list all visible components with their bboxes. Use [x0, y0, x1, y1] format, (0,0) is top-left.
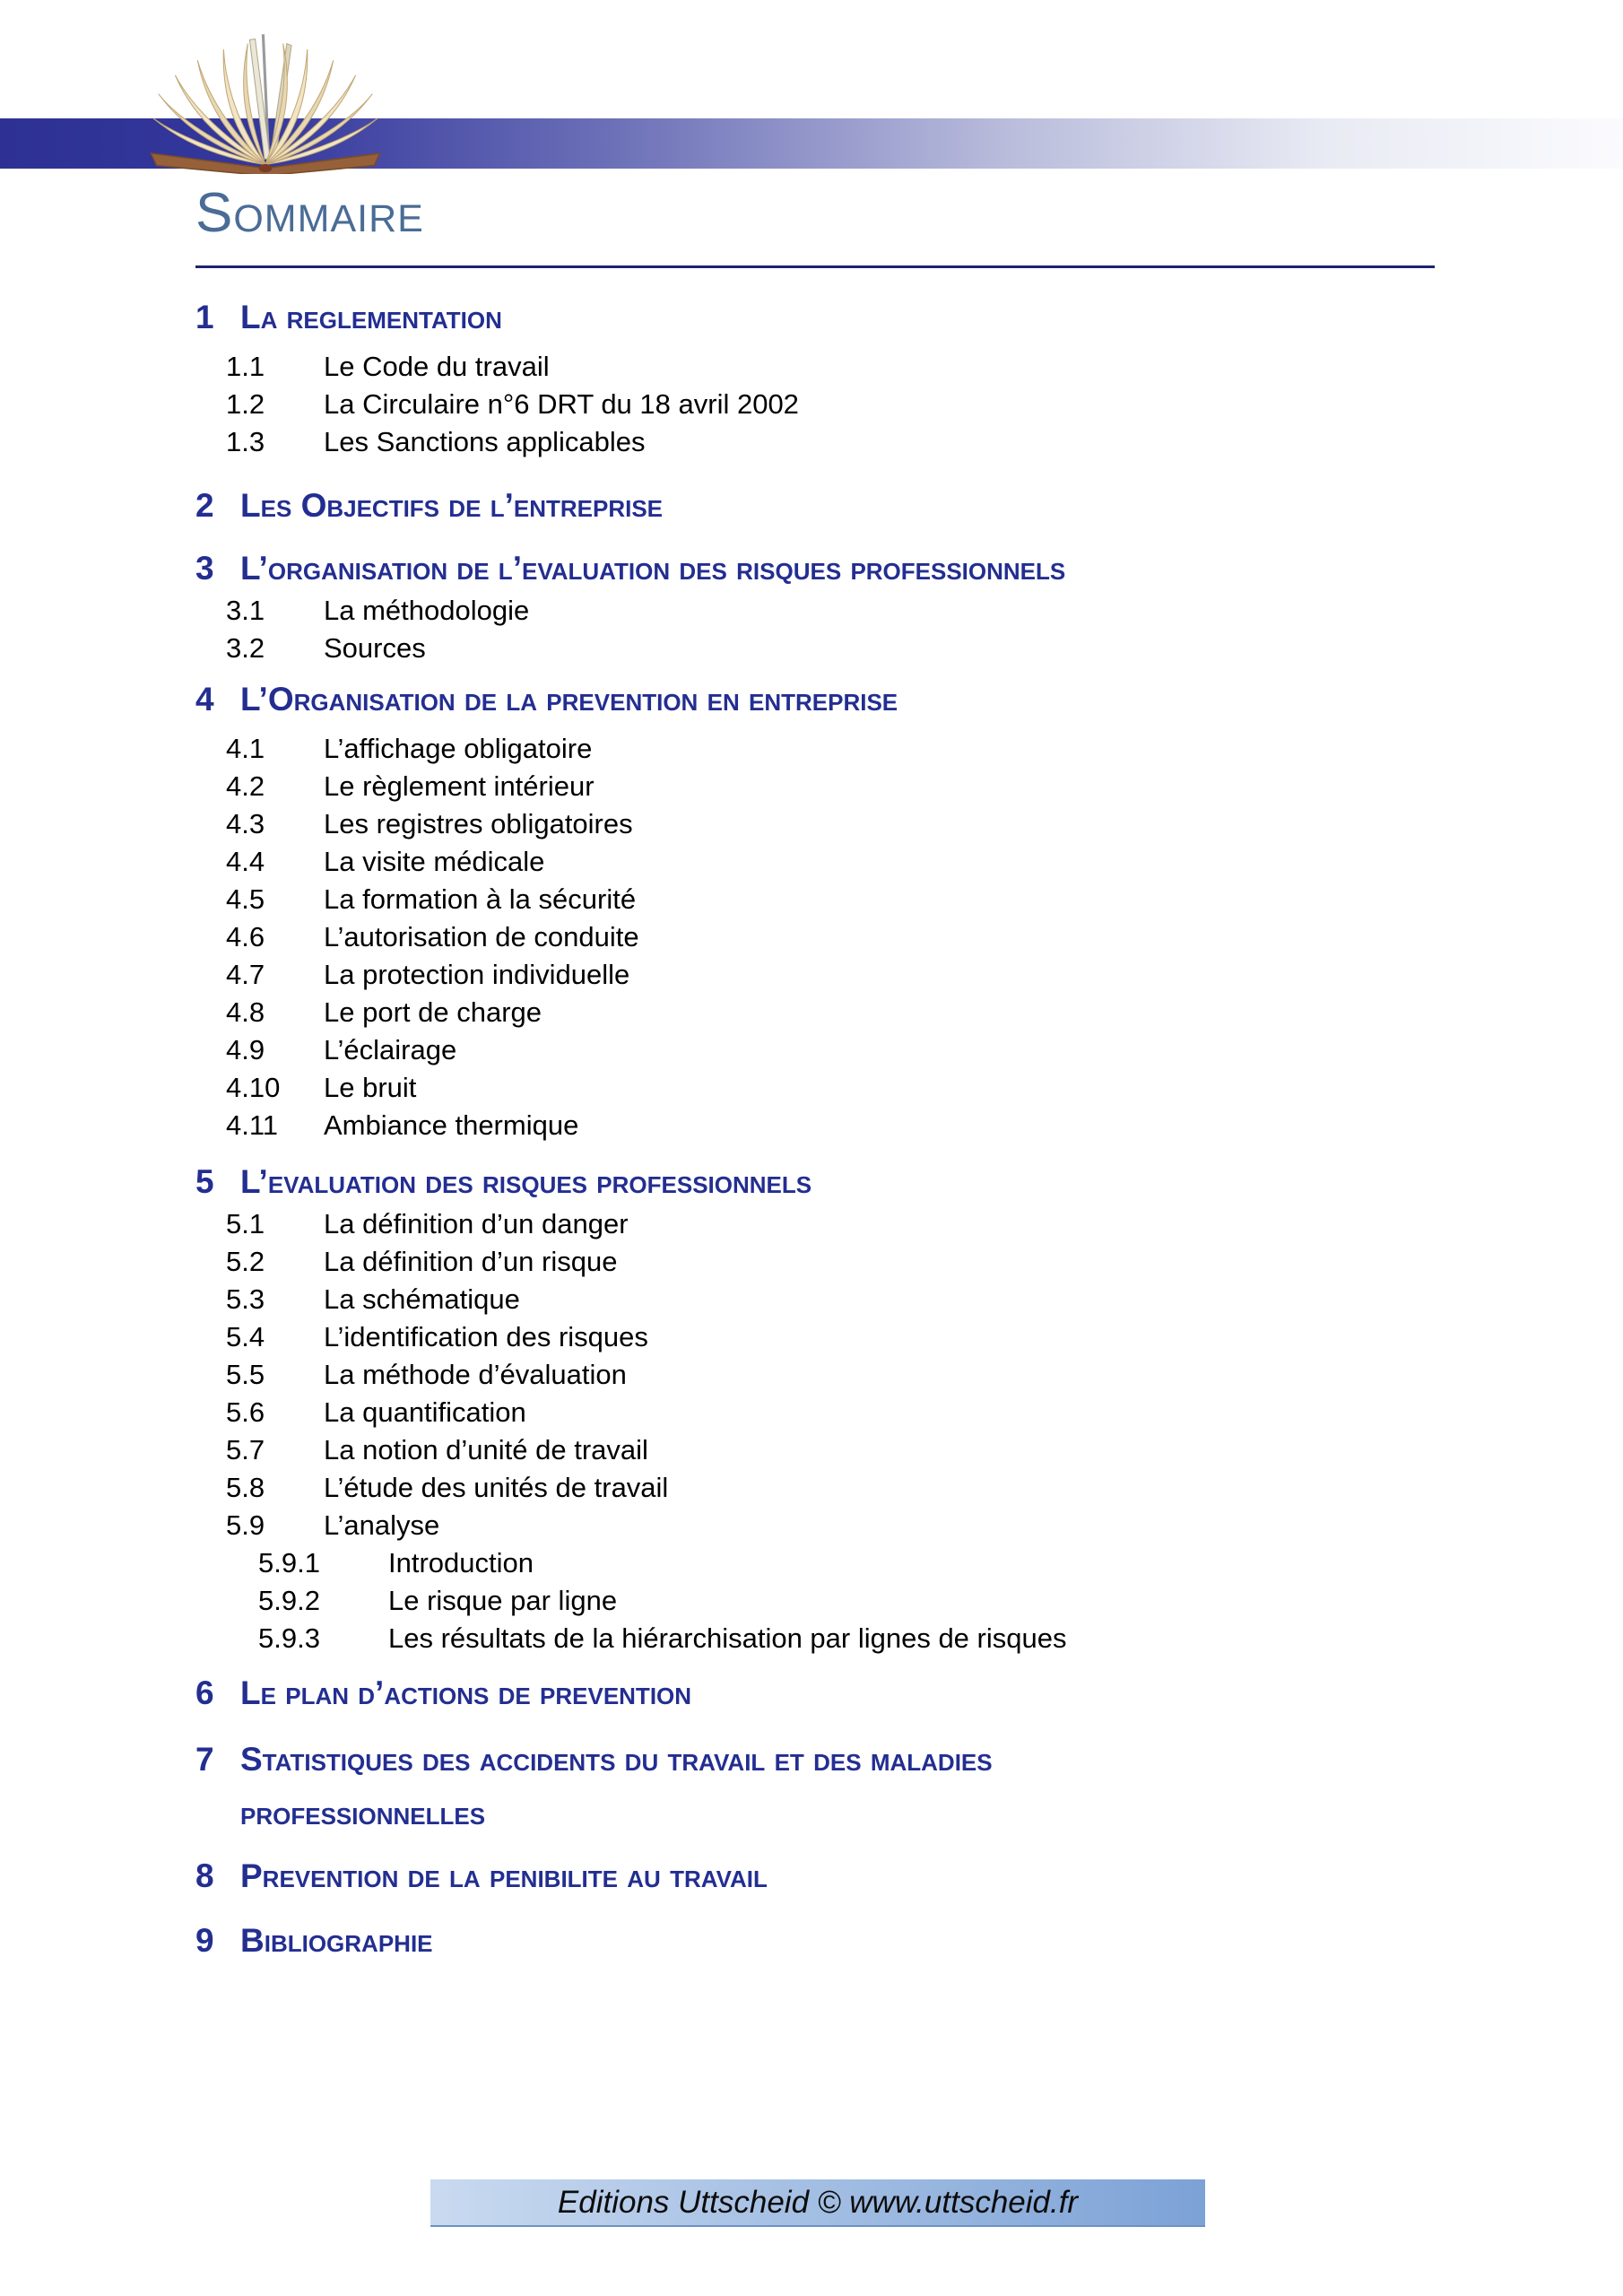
toc-section-heading	[195, 1155, 1435, 1209]
item-number: 4.6	[226, 921, 265, 952]
item-number: 4.5	[226, 883, 265, 915]
item-label: La visite médicale	[324, 846, 545, 877]
section-label: Le plan d’actions de prevention	[240, 1674, 692, 1711]
item-number: 4.9	[226, 1034, 265, 1065]
toc-item	[195, 730, 1435, 768]
toc-subitem	[195, 1582, 1435, 1620]
item-number: 5.1	[226, 1208, 265, 1239]
toc-item	[195, 1107, 1435, 1144]
toc-item	[195, 1318, 1435, 1356]
toc-item-group	[195, 592, 1435, 667]
item-number: 5.5	[226, 1359, 265, 1390]
section-label: L’evaluation des risques professionnels	[240, 1163, 812, 1200]
toc-section-heading	[195, 1666, 1435, 1720]
item-number: 3.2	[226, 632, 265, 664]
toc-item	[195, 994, 1435, 1031]
toc-section-heading	[195, 479, 1435, 533]
item-label: L’éclairage	[324, 1034, 457, 1065]
item-number: 5.9	[226, 1509, 265, 1541]
toc-item	[195, 956, 1435, 994]
open-book-icon	[140, 32, 391, 174]
item-label: Sources	[324, 632, 426, 664]
item-number: 4.4	[226, 846, 265, 877]
item-label: La quantification	[324, 1396, 526, 1428]
section-number: 2	[195, 487, 214, 524]
item-number: 5.8	[226, 1472, 265, 1503]
item-label: La formation à la sécurité	[324, 883, 637, 915]
toc-item	[195, 1205, 1435, 1243]
toc-section-heading	[195, 673, 1435, 726]
toc-item	[195, 423, 1435, 461]
section-number: 4	[195, 681, 214, 718]
item-number: 4.3	[226, 808, 265, 839]
item-label: La notion d’unité de travail	[324, 1434, 648, 1465]
table-of-contents	[195, 267, 1435, 1968]
toc-section-heading	[195, 1914, 1435, 1968]
section-label: Statistiques des accidents du travail et des maladies professionnelles	[240, 1741, 993, 1831]
section-number: 6	[195, 1674, 214, 1711]
toc-item	[195, 881, 1435, 918]
item-number: 5.7	[226, 1434, 265, 1465]
item-label: Le bruit	[324, 1072, 417, 1103]
item-label: La protection individuelle	[324, 959, 630, 990]
item-label: La Circulaire n°6 DRT du 18 avril 2002	[324, 388, 799, 420]
page-title: Sommaire	[195, 182, 424, 244]
toc-item-group	[195, 730, 1435, 1144]
item-number: 5.9.3	[258, 1622, 320, 1654]
item-label: La méthodologie	[324, 595, 530, 626]
section-number: 5	[195, 1163, 214, 1200]
section-number: 7	[195, 1741, 214, 1778]
toc-item	[195, 805, 1435, 843]
item-label: Les résultats de la hiérarchisation par lignes de risques	[388, 1622, 1067, 1654]
item-number: 5.9.2	[258, 1585, 320, 1616]
toc-item	[195, 1394, 1435, 1431]
toc-section-heading	[195, 291, 1435, 344]
item-number: 4.10	[226, 1072, 281, 1103]
item-number: 4.8	[226, 996, 265, 1028]
item-label: L’affichage obligatoire	[324, 733, 593, 764]
toc-item	[195, 630, 1435, 667]
item-label: La méthode d’évaluation	[324, 1359, 627, 1390]
item-label: La schématique	[324, 1283, 520, 1315]
item-label: L’analyse	[324, 1509, 440, 1541]
section-number: 9	[195, 1922, 214, 1959]
item-number: 4.11	[226, 1109, 279, 1141]
item-number: 4.7	[226, 959, 265, 990]
item-label: L’identification des risques	[324, 1321, 648, 1352]
toc-subitem	[195, 1544, 1435, 1582]
item-number: 5.4	[226, 1321, 265, 1352]
item-label: Le port de charge	[324, 996, 542, 1028]
section-label: L’organisation de l’evaluation des risques professionnels	[240, 550, 1066, 587]
toc-item	[195, 1507, 1435, 1544]
item-number: 1.3	[226, 426, 265, 457]
section-number: 1	[195, 299, 214, 335]
toc-section-heading	[195, 1733, 1435, 1840]
toc-item-group	[195, 1205, 1435, 1544]
section-label: Les Objectifs de l’entreprise	[240, 487, 664, 524]
item-label: La définition d’un danger	[324, 1208, 629, 1239]
item-number: 5.9.1	[258, 1547, 320, 1578]
toc-item	[195, 1431, 1435, 1469]
footer-banner	[430, 2179, 1205, 2227]
item-label: Les Sanctions applicables	[324, 426, 646, 457]
item-label: La définition d’un risque	[324, 1246, 618, 1277]
book-spine-icon	[259, 164, 273, 172]
item-label: Les registres obligatoires	[324, 808, 633, 839]
section-number: 8	[195, 1857, 214, 1894]
toc-item	[195, 1069, 1435, 1107]
section-label: Prevention de la penibilite au travail	[240, 1857, 768, 1894]
toc-item	[195, 348, 1435, 386]
section-label: L’Organisation de la prevention en entreprise	[240, 681, 898, 718]
toc-item-group	[195, 348, 1435, 461]
toc-item	[195, 843, 1435, 881]
item-number: 3.1	[226, 595, 265, 626]
item-number: 5.2	[226, 1246, 265, 1277]
toc-item	[195, 1281, 1435, 1318]
toc-item	[195, 1469, 1435, 1507]
toc-section-heading	[195, 542, 1435, 596]
item-number: 1.2	[226, 388, 265, 420]
item-label: Le règlement intérieur	[324, 770, 595, 802]
item-label: L’étude des unités de travail	[324, 1472, 669, 1503]
item-number: 5.3	[226, 1283, 265, 1315]
toc-item	[195, 592, 1435, 630]
item-label: Le risque par ligne	[388, 1585, 618, 1616]
section-number: 3	[195, 550, 214, 587]
item-label: L’autorisation de conduite	[324, 921, 639, 952]
section-label: Bibliographie	[240, 1922, 433, 1959]
item-number: 5.6	[226, 1396, 265, 1428]
toc-item	[195, 768, 1435, 805]
toc-item	[195, 918, 1435, 956]
toc-item	[195, 1243, 1435, 1281]
toc-item	[195, 1356, 1435, 1394]
item-number: 4.1	[226, 733, 265, 764]
toc-subitem-group	[195, 1544, 1435, 1657]
item-number: 1.1	[226, 351, 265, 382]
title-block	[195, 176, 1435, 268]
footer-text: Editions Uttscheid © www.uttscheid.fr	[557, 2184, 1079, 2220]
toc-item	[195, 386, 1435, 423]
toc-subitem	[195, 1620, 1435, 1657]
item-label: Introduction	[388, 1547, 534, 1578]
item-number: 4.2	[226, 770, 265, 802]
item-label: Ambiance thermique	[324, 1109, 579, 1141]
toc-section-heading	[195, 1849, 1435, 1903]
item-label: Le Code du travail	[324, 351, 550, 382]
toc-item	[195, 1031, 1435, 1069]
section-label: La reglementation	[240, 299, 502, 335]
